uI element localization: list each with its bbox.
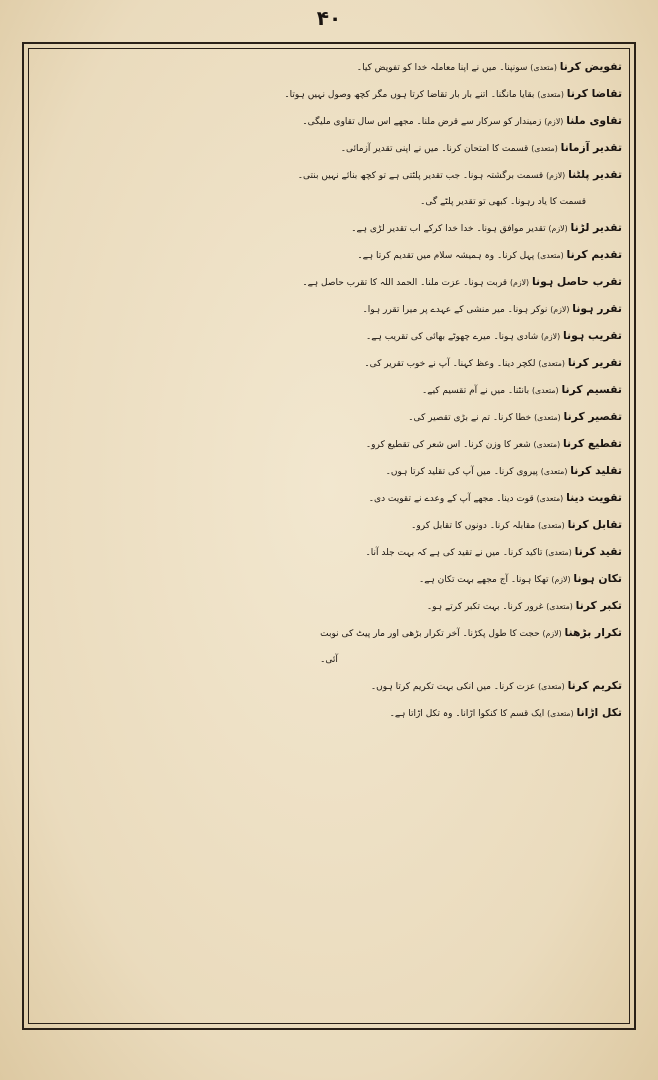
entry-grammar: (لازم)	[541, 332, 561, 341]
dictionary-entry	[32, 566, 626, 593]
entry-meaning: حجت کا طول پکڑنا۔ آخر تکرار بڑھی اور مار پیٹ کی نوبت	[320, 629, 540, 639]
entry-meaning: لکچر دینا۔ وعظ کہنا۔ آپ نے خوب تقریر کی۔	[364, 359, 536, 369]
entry-grammar: (لازم)	[550, 305, 570, 314]
dictionary-entry	[32, 593, 626, 620]
dictionary-entry	[32, 54, 626, 81]
entry-meaning: سونپنا۔ میں نے اپنا معاملہ خدا کو تفویض کیا۔	[356, 63, 528, 73]
dictionary-entry	[32, 485, 626, 512]
entry-headword: تقابل کرنا	[567, 518, 622, 531]
entry-meaning: تقدیر موافق ہونا۔ خدا خدا کرکے اب تقدیر لڑی ہے۔	[351, 224, 546, 234]
entry-grammar: (متعدی)	[531, 386, 559, 395]
entry-meaning: بقایا مانگنا۔ اتنے بار بار تقاضا کرتا ہوں مگر کچھ وصول نہیں ہوتا۔	[284, 90, 535, 100]
entry-grammar: (متعدی)	[540, 467, 568, 476]
dictionary-entry	[32, 377, 626, 404]
dictionary-entry	[32, 242, 626, 269]
entry-headword: تفویض کرنا	[559, 60, 622, 73]
entry-headword: تکبر کرنا	[575, 599, 622, 612]
dictionary-entry	[32, 108, 626, 135]
entry-grammar: (لازم)	[544, 117, 564, 126]
dictionary-entry	[32, 215, 626, 242]
dictionary-entry	[32, 458, 626, 485]
entry-grammar: (متعدی)	[530, 63, 557, 72]
entry-meaning: غرور کرنا۔ بہت تکبر کرتے ہو۔	[426, 602, 544, 612]
entry-meaning: عزت کرنا۔ میں انکی بہت تکریم کرتا ہوں۔	[370, 682, 536, 692]
entry-headword: تقویت دینا	[566, 491, 622, 504]
dictionary-entry	[32, 323, 626, 350]
entry-meaning: زمیندار کو سرکار سے قرض ملنا۔ مجھے اس سال تقاوی ملیگی۔	[302, 117, 542, 127]
entry-meaning: شادی ہونا۔ میرے چھوٹے بھائی کی تقریب ہے۔	[366, 332, 539, 342]
dictionary-entry	[32, 512, 626, 539]
entry-meaning: قسمت برگشتہ ہونا۔ جب تقدیر پلٹتی ہے تو کچھ بنائے نہیں بنتی۔	[297, 171, 544, 181]
entry-grammar: (متعدی)	[547, 709, 574, 718]
entry-headword: تقرب حاصل ہونا	[531, 275, 622, 288]
entry-grammar: (متعدی)	[533, 440, 561, 449]
dictionary-entry	[32, 350, 626, 377]
entry-meaning: قوت دینا۔ مجھے آپ کے وعدے نے تقویت دی۔	[368, 494, 534, 504]
entry-headword: تقاوی ملنا	[566, 114, 622, 127]
entry-grammar: (متعدی)	[545, 548, 572, 557]
entry-grammar: (متعدی)	[531, 144, 558, 153]
entry-meaning: شعر کا وزن کرنا۔ اس شعر کی تقطیع کرو۔	[365, 440, 531, 450]
entry-meaning: قربت ہونا۔ عزت ملنا۔ الحمد اللہ کا تقرب حاصل ہے۔	[302, 278, 508, 288]
entry-continuation: قسمت کا یاد رہونا۔ کبھی تو تقدیر پلٹے گی۔	[420, 197, 586, 207]
entry-meaning: خطا کرنا۔ تم نے بڑی تقصیر کی۔	[408, 413, 532, 423]
entry-headword: تقدیر آزمانا	[560, 141, 622, 154]
dictionary-entry	[32, 81, 626, 108]
entry-meaning: پہل کرنا۔ وہ ہمیشہ سلام میں تقدیم کرتا ہے۔	[357, 251, 535, 261]
entry-headword: تقلید کرنا	[570, 464, 622, 477]
entry-headword: تکان ہونا	[573, 572, 622, 585]
entry-headword: تقصیر کرنا	[563, 410, 622, 423]
entry-grammar: (لازم)	[551, 575, 571, 584]
entry-meaning: نوکر ہونا۔ میر منشی کے عہدے پر میرا تقرر ہوا۔	[362, 305, 548, 315]
entry-meaning: تاکید کرنا۔ میں نے تقید کی ہے کہ بہت جلد آنا۔	[365, 548, 543, 558]
entry-meaning: تھکا ہونا۔ آج مجھے بہت تکان ہے۔	[418, 575, 549, 585]
dictionary-entry	[32, 539, 626, 566]
entry-headword: تقید کرنا	[574, 545, 622, 558]
dictionary-entry	[32, 135, 626, 162]
entry-grammar: (متعدی)	[534, 413, 561, 422]
dictionary-entry	[32, 431, 626, 458]
entry-continuation: آئی۔	[320, 655, 338, 665]
entry-meaning: مقابلہ کرنا۔ دونوں کا تقابل کرو۔	[411, 521, 536, 531]
entry-grammar: (متعدی)	[537, 90, 564, 99]
entry-headword: تقریر کرنا	[567, 356, 622, 369]
entry-grammar: (لازم)	[548, 224, 568, 233]
dictionary-entry	[32, 162, 626, 189]
entry-meaning: ایک قسم کا کنکوا اڑانا۔ وہ تکل اڑاتا ہے۔	[389, 709, 545, 719]
entry-meaning: پیروی کرنا۔ میں آپ کی تقلید کرتا ہوں۔	[385, 467, 538, 477]
entry-list	[32, 54, 626, 1024]
entry-meaning: بانٹنا۔ میں نے آم تقسیم کیے۔	[422, 386, 530, 396]
entry-headword: تقاضا کرنا	[566, 87, 622, 100]
entry-headword: تقدیم کرنا	[566, 248, 622, 261]
entry-headword: تقریب ہونا	[563, 329, 622, 342]
entry-headword: تقسیم کرنا	[561, 383, 622, 396]
dictionary-entry	[32, 404, 626, 431]
entry-headword: تکریم کرنا	[567, 679, 622, 692]
dictionary-entry	[32, 296, 626, 323]
entry-grammar: (متعدی)	[546, 602, 573, 611]
entry-grammar: (لازم)	[546, 171, 566, 180]
entry-grammar: (متعدی)	[538, 682, 565, 691]
entry-headword: تقطیع کرنا	[563, 437, 622, 450]
entry-grammar: (متعدی)	[537, 251, 564, 260]
entry-headword: تقدیر پلٹنا	[568, 168, 622, 181]
entry-headword: تکل اڑانا	[576, 706, 622, 719]
entry-meaning: قسمت کا امتحان کرنا۔ میں نے اپنی تقدیر آزمائی۔	[340, 144, 529, 154]
page-number: ۴۰	[316, 6, 342, 30]
entry-grammar: (لازم)	[542, 629, 562, 638]
entry-headword: تقرر ہونا	[572, 302, 622, 315]
dictionary-entry	[32, 269, 626, 296]
dictionary-entry	[32, 620, 626, 647]
dictionary-entry	[32, 700, 626, 727]
entry-grammar: (متعدی)	[538, 359, 565, 368]
entry-grammar: (متعدی)	[538, 521, 565, 530]
entry-grammar: (متعدی)	[536, 494, 564, 503]
entry-headword: تقدیر لڑنا	[570, 221, 622, 234]
entry-headword: تکرار بڑھنا	[564, 626, 622, 639]
dictionary-entry	[32, 673, 626, 700]
entry-grammar: (لازم)	[509, 278, 530, 287]
